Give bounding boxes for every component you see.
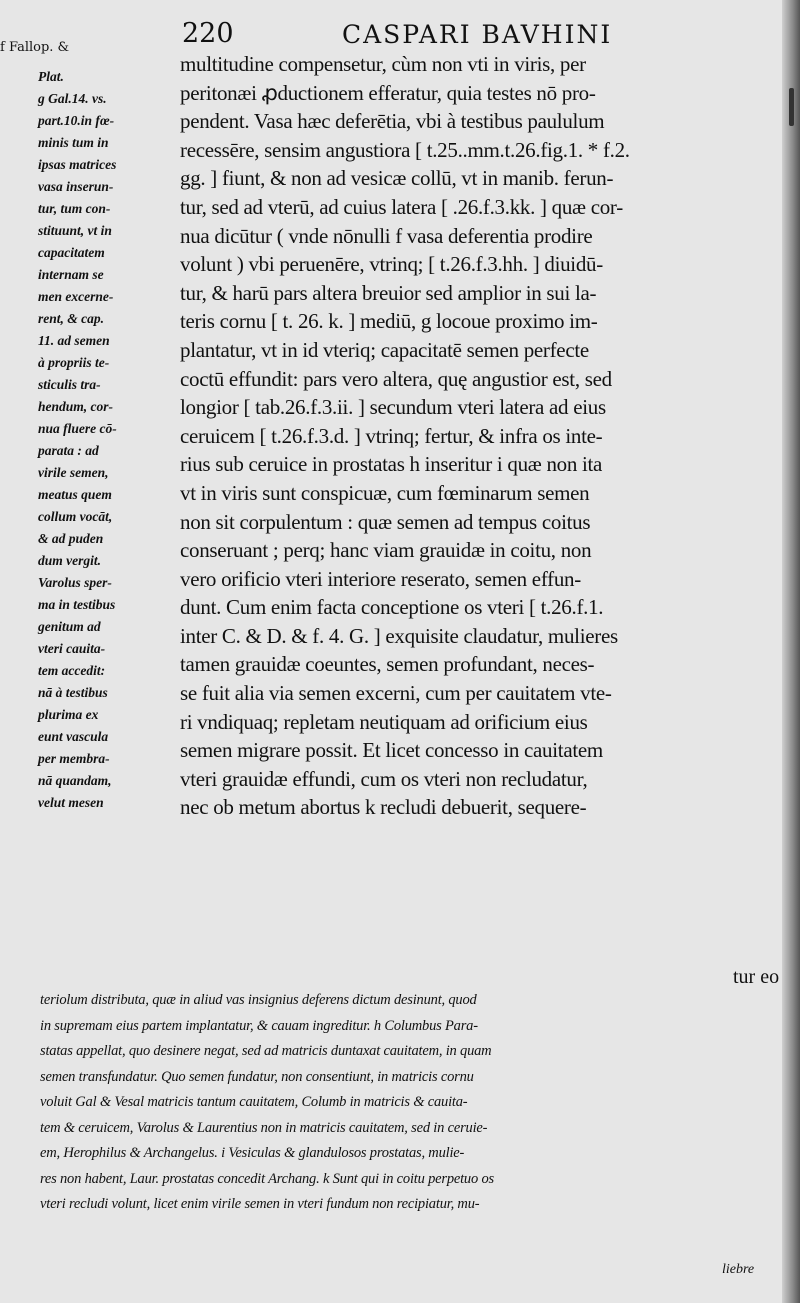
text-line: gg. ] fiunt, & non ad vesicæ collū, vt in manib. ferun- bbox=[180, 166, 614, 191]
text-line: inter C. & D. & f. 4. G. ] exquisite claudatur, mulieres bbox=[180, 623, 618, 648]
text-line: tur, sed ad vterū, ad cuius latera [ .26.f.3.kk. ] quæ cor- bbox=[180, 194, 623, 219]
text-line: vt in viris sunt conspicuæ, cum fœminarum semen bbox=[180, 480, 590, 505]
text-line: tur, & harū pars altera breuior sed amplior in sui la- bbox=[180, 280, 597, 305]
margin-note-line: hendum, cor- bbox=[38, 399, 114, 414]
margin-note-line: part.10.in fœ- bbox=[38, 113, 115, 128]
text-line: se fuit alia via semen excerni, cum per cauitatem vte- bbox=[180, 681, 612, 706]
text-line: nec ob metum abortus k recludi debuerit, sequere- bbox=[180, 795, 587, 820]
margin-note-line: plurima ex bbox=[38, 707, 99, 722]
text-line: volunt ) vbi peruenēre, vtrinq; [ t.26.f.3.hh. ] diuidū- bbox=[180, 252, 603, 277]
text-line: semen migrare possit. Et licet concesso in cauitatem bbox=[180, 738, 603, 763]
text-line: teris cornu [ t. 26. k. ] mediū, g locoue proximo im- bbox=[180, 309, 598, 334]
margin-note-line: eunt vascula bbox=[38, 729, 109, 744]
running-head: CASPARI BAVHINI bbox=[342, 20, 613, 49]
margin-note-line: sticulis tra- bbox=[38, 377, 101, 392]
margin-note-line: per membra- bbox=[38, 751, 110, 766]
margin-note-line: rent, & cap. bbox=[38, 311, 104, 326]
footnote-line: em, Herophilus & Archangelus. i Vesiculas & glandulosos prostatas, mulie- bbox=[40, 1145, 465, 1161]
text-line: rius sub ceruice in prostatas h inseritur i quæ non ita bbox=[180, 452, 603, 477]
marginal-reference-f: f Fallop. & bbox=[0, 40, 70, 55]
footnote-line: teriolum distributa, quæ in aliud vas insignius deferens dictum desinunt, quod bbox=[40, 992, 477, 1008]
margin-note-line: Varolus sper- bbox=[38, 575, 112, 590]
text-line: recessēre, sensim angustiora [ t.25..mm.t.26.fig.1. * f.2. bbox=[180, 137, 630, 162]
margin-note-line: dum vergit. bbox=[38, 553, 101, 568]
text-line: coctū effundit: pars vero altera, quę angustior est, sed bbox=[180, 366, 612, 391]
text-line: vteri grauidæ effundi, cum os vteri non recludatur, bbox=[180, 766, 588, 791]
margin-note-line: vteri cauita- bbox=[38, 641, 106, 656]
text-line: peritonæi ꝓductionem efferatur, quia testes nō pro- bbox=[180, 80, 596, 105]
text-line: pendent. Vasa hæc deferētia, vbi à testibus paululum bbox=[180, 109, 605, 134]
footnote-line: semen transfundatur. Quo semen fundatur, non consentiunt, in matricis cornu bbox=[40, 1068, 474, 1085]
text-line: multitudine compensetur, cùm non vti in viris, per bbox=[180, 52, 586, 76]
footnote-line: statas appellat, quo desinere negat, sed ad matricis duntaxat cauitatem, in quam bbox=[40, 1043, 492, 1059]
margin-note-line: à propriis te- bbox=[38, 355, 110, 370]
text-line: longior [ tab.26.f.3.ii. ] secundum vteri latera ad eius bbox=[180, 395, 606, 420]
margin-note-line: genitum ad bbox=[38, 619, 101, 634]
footnote-line: in supremam eius partem implantatur, & cauam ingreditur. h Columbus Para- bbox=[40, 1017, 478, 1034]
margin-note-line: nua fluere cō- bbox=[38, 421, 117, 436]
margin-note-line: stituunt, vt in bbox=[38, 223, 112, 238]
footnotes-block bbox=[40, 988, 770, 1218]
footnote-line: tem & ceruicem, Varolus & Laurentius non in matricis cauitatem, sed in ceruie- bbox=[40, 1119, 488, 1136]
main-text-column bbox=[180, 50, 765, 822]
footnote-line: vteri recludi volunt, licet enim virile semen in vteri fundum non recipiatur, mu- bbox=[40, 1196, 480, 1212]
footnote-line: res non habent, Laur. prostatas concedit Archang. k Sunt qui in coitu perpetuo os bbox=[40, 1170, 494, 1187]
footnote-line: voluit Gal & Vesal matricis tantum cauitatem, Columb in matricis & cauita- bbox=[40, 1094, 468, 1110]
margin-note-line: internam se bbox=[38, 267, 104, 282]
margin-note-line: parata : ad bbox=[38, 443, 99, 458]
page-edge-shadow bbox=[782, 0, 800, 1303]
binding-mark bbox=[789, 88, 794, 126]
text-line: conseruant ; perq; hanc viam grauidæ in coitu, non bbox=[180, 538, 592, 563]
margin-note-line: vasa inserun- bbox=[38, 179, 114, 194]
text-line: tamen grauidæ coeuntes, semen profundant, neces- bbox=[180, 652, 595, 677]
text-line: nua dicūtur ( vnde nōnulli f vasa deferentia prodire bbox=[180, 223, 593, 248]
marginal-notes-column bbox=[38, 66, 178, 814]
margin-note-line: g Gal.14. vs. bbox=[38, 91, 107, 106]
margin-note-line: capacitatem bbox=[38, 245, 105, 260]
margin-note-line: collum vocāt, bbox=[38, 509, 113, 524]
page-number: 220 bbox=[182, 18, 234, 49]
margin-note-line: virile semen, bbox=[38, 465, 109, 480]
text-line: plantatur, vt in id vteriq; capacitatē semen perfecte bbox=[180, 337, 589, 362]
margin-note-line: velut mesen bbox=[38, 795, 104, 810]
margin-note-line: tur, tum con- bbox=[38, 201, 111, 216]
margin-note-line: tem accedit: bbox=[38, 663, 106, 678]
margin-note-line: nā quandam, bbox=[38, 773, 112, 788]
margin-note-line: & ad puden bbox=[38, 531, 104, 546]
margin-note-line: Plat. bbox=[38, 69, 64, 84]
footnote-catchword: liebre bbox=[722, 1262, 755, 1277]
text-line: ceruicem [ t.26.f.3.d. ] vtrinq; fertur, & infra os inte- bbox=[180, 423, 603, 448]
text-line: dunt. Cum enim facta conceptione os vteri [ t.26.f.1. bbox=[180, 595, 604, 620]
text-line: non sit corpulentum : quæ semen ad tempus coitus bbox=[180, 509, 591, 534]
text-line: ri vndiquaq; repletam neutiquam ad orificium eius bbox=[180, 709, 588, 734]
margin-note-line: ma in testibus bbox=[38, 597, 116, 612]
text-line: vero orificio vteri interiore reserato, semen effun- bbox=[180, 566, 581, 591]
margin-note-line: minis tum in bbox=[38, 135, 109, 150]
margin-note-line: nā à testibus bbox=[38, 685, 108, 700]
margin-note-line: meatus quem bbox=[38, 487, 112, 502]
margin-note-line: 11. ad semen bbox=[38, 333, 110, 348]
margin-note-line: men excerne- bbox=[38, 289, 114, 304]
margin-note-line: ipsas matrices bbox=[38, 157, 117, 172]
catchword: tur eo bbox=[733, 966, 780, 988]
